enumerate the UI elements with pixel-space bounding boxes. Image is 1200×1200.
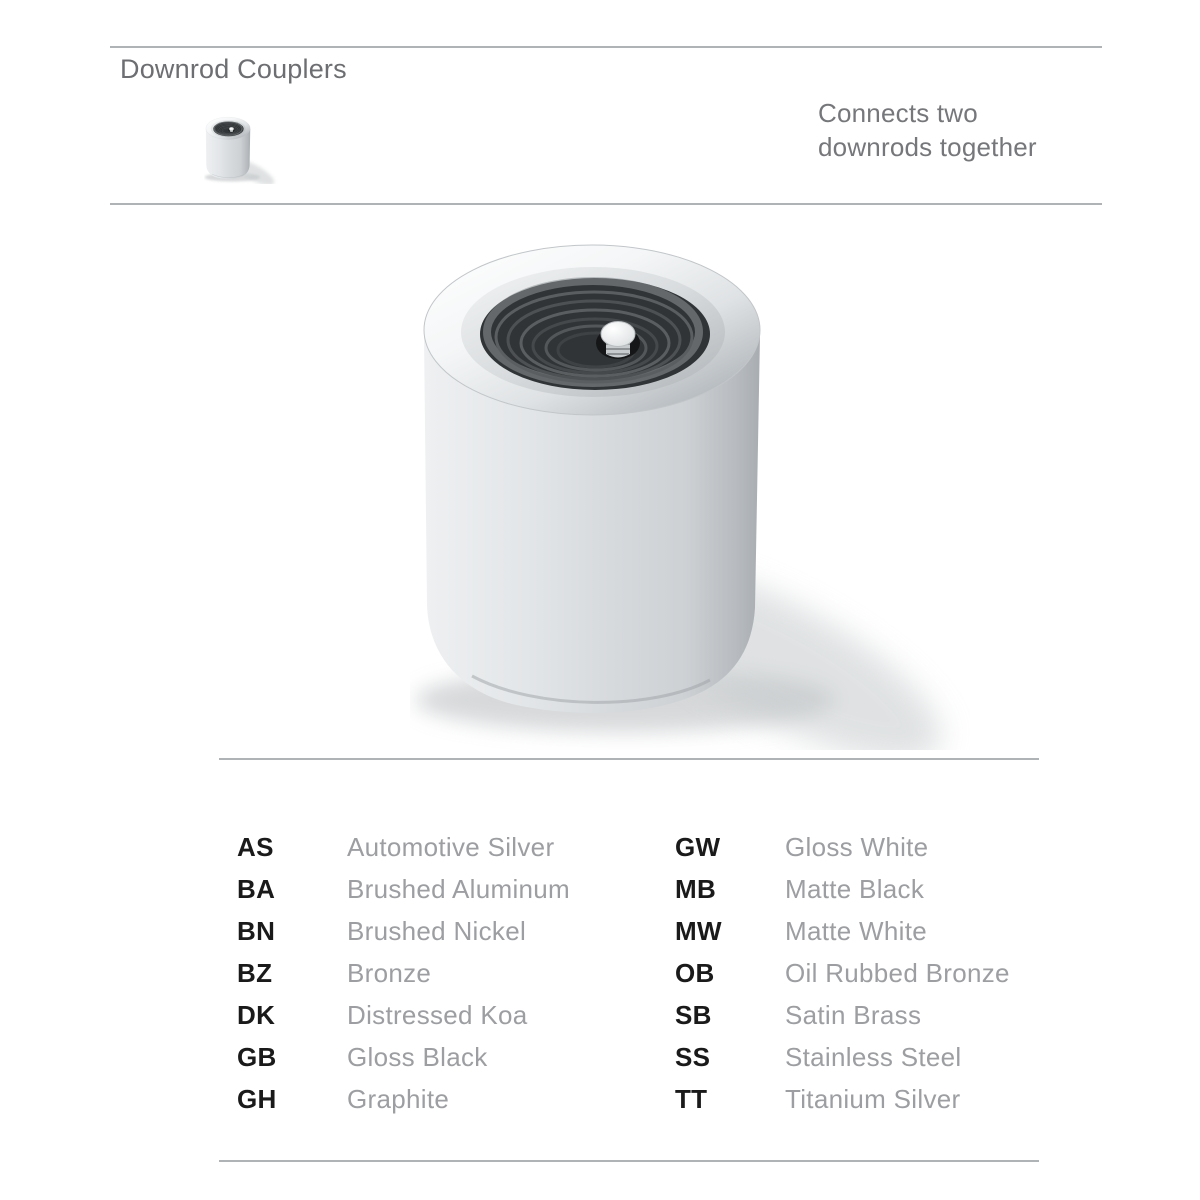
divider-above-list <box>219 758 1039 760</box>
finish-row <box>237 826 570 868</box>
finish-name: Automotive Silver <box>347 831 555 862</box>
finish-name: Matte White <box>785 915 928 946</box>
finish-row <box>237 952 570 994</box>
finish-code: GB <box>237 1041 277 1072</box>
coupler-thumbnail-image <box>204 115 278 184</box>
finish-row <box>675 868 1010 910</box>
finish-name: Bronze <box>347 957 432 988</box>
finish-code: AS <box>237 831 274 862</box>
finish-code: DK <box>237 999 276 1030</box>
finish-code: SB <box>675 999 712 1030</box>
finish-row <box>237 1036 570 1078</box>
finish-name: Oil Rubbed Bronze <box>785 957 1010 988</box>
finish-row <box>237 994 570 1036</box>
finish-row <box>675 1078 1010 1120</box>
finish-name: Brushed Nickel <box>347 915 527 946</box>
finish-row <box>675 952 1010 994</box>
finish-column-right <box>675 826 1010 1120</box>
finish-name: Gloss White <box>785 831 929 862</box>
page-title: Downrod Couplers <box>120 54 347 84</box>
finish-row <box>237 1078 570 1120</box>
divider-under-header <box>110 203 1102 205</box>
finish-code: BA <box>237 873 276 904</box>
finish-code: BZ <box>237 957 273 988</box>
finish-row <box>237 910 570 952</box>
finish-name: Distressed Koa <box>347 999 528 1030</box>
finish-row <box>675 910 1010 952</box>
finish-code: BN <box>237 915 276 946</box>
finish-name: Matte Black <box>785 873 925 904</box>
finish-code: GW <box>675 831 721 862</box>
finish-row <box>675 826 1010 868</box>
finish-code: GH <box>237 1083 277 1114</box>
divider-top <box>110 46 1102 48</box>
finish-name: Satin Brass <box>785 999 922 1030</box>
finish-column-left <box>237 826 570 1120</box>
finish-name: Brushed Aluminum <box>347 873 571 904</box>
finish-name: Stainless Steel <box>785 1041 962 1072</box>
divider-bottom <box>219 1160 1039 1162</box>
finish-row <box>675 994 1010 1036</box>
product-description: Connects two downrods together <box>818 98 1037 162</box>
finish-code: MB <box>675 873 717 904</box>
finish-row <box>237 868 570 910</box>
finish-code: OB <box>675 957 715 988</box>
finish-name: Gloss Black <box>347 1041 488 1072</box>
finish-name: Graphite <box>347 1083 450 1114</box>
finish-code: MW <box>675 915 722 946</box>
coupler-main-image <box>410 230 970 750</box>
finish-code: TT <box>675 1083 708 1114</box>
finish-row <box>675 1036 1010 1078</box>
finish-name: Titanium Silver <box>785 1083 961 1114</box>
finish-code: SS <box>675 1041 711 1072</box>
